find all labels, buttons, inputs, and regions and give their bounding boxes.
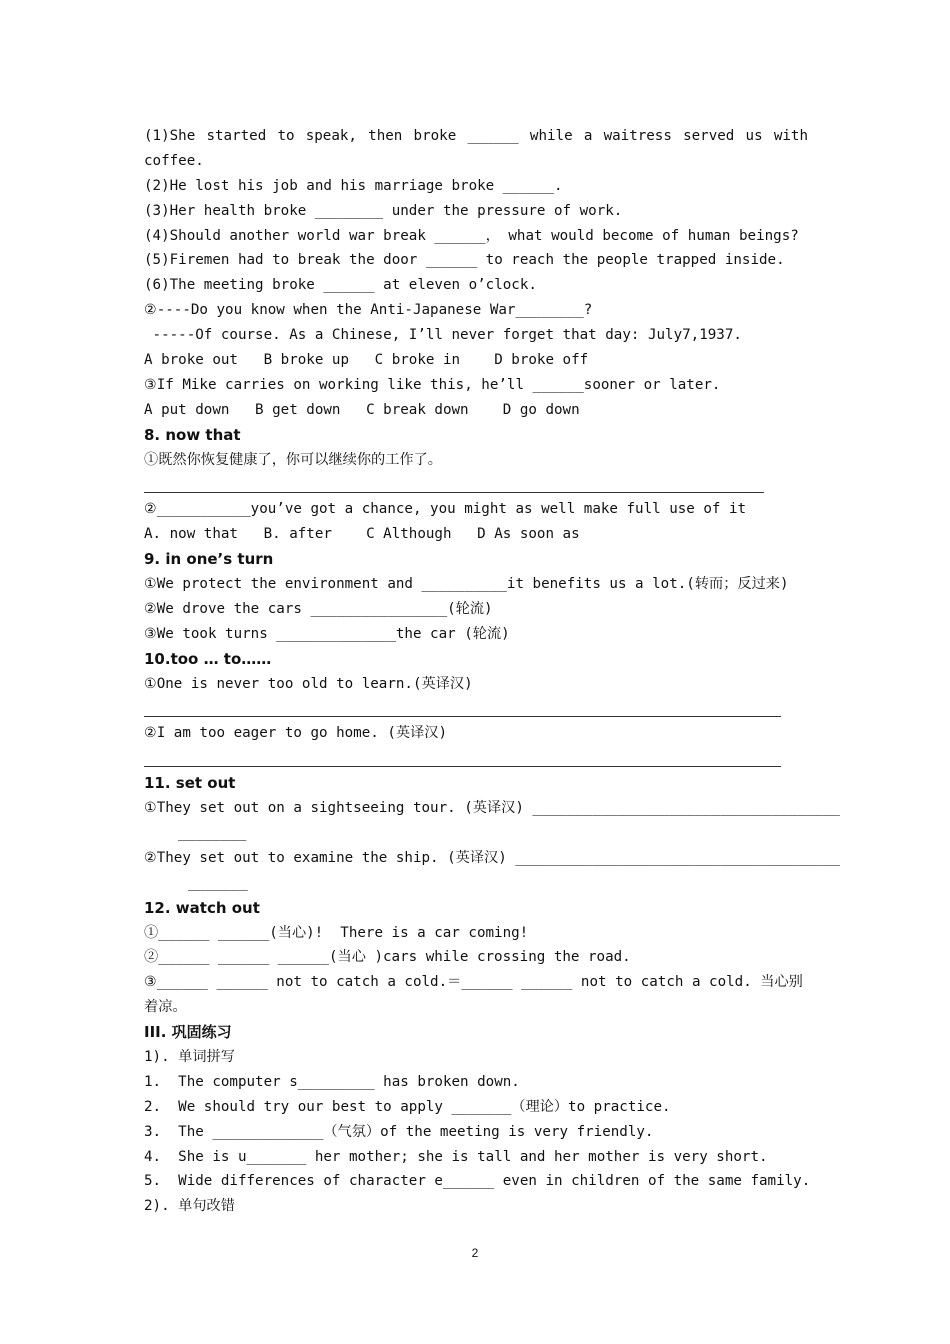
options-line: A put down B get down C break down D go down bbox=[144, 401, 580, 418]
text-line: (3)Her health broke ________ under the pressure of work. bbox=[144, 202, 623, 219]
text-line: ①既然你恢复健康了，你可以继续你的工作了。 bbox=[144, 451, 442, 468]
text-line: _______ bbox=[188, 874, 248, 891]
text-line: ①We protect the environment and __________it benefits us a lot.(转而；反过来) bbox=[144, 576, 789, 593]
section-heading-in-ones-turn: 9. in one’s turn bbox=[144, 550, 274, 569]
text-line: ③If Mike carries on working like this, he’ll ______sooner or later. bbox=[144, 376, 721, 393]
subsection-heading: 1). 单词拼写 bbox=[144, 1048, 235, 1065]
section-heading-set-out: 11. set out bbox=[144, 774, 236, 793]
answer-line[interactable] bbox=[144, 746, 808, 771]
text-line: ①They set out on a sightseeing tour. (英译汉) ____________________________________ bbox=[144, 800, 840, 817]
exercise-item: 4. She is u_______ her mother; she is tall and her mother is very short. bbox=[144, 1148, 768, 1165]
text-line: (5)Firemen had to break the door ______ to reach the people trapped inside. bbox=[144, 252, 785, 269]
section-heading-too-to: 10.too … to…… bbox=[144, 649, 272, 668]
section-heading-now-that: 8. now that bbox=[144, 425, 241, 444]
text-line: (6)The meeting broke ______ at eleven o’clock. bbox=[144, 277, 537, 294]
subsection-heading: 2). 单句改错 bbox=[144, 1198, 235, 1215]
options-line: A. now that B. after C Although D As soon as bbox=[144, 526, 580, 543]
answer-line[interactable] bbox=[144, 472, 808, 497]
text-line: (2)He lost his job and his marriage broke ______. bbox=[144, 177, 563, 194]
section-heading-consolidation: III. 巩固练习 bbox=[144, 1023, 232, 1042]
text-line: ②They set out to examine the ship. (英译汉) ______________________________________ bbox=[144, 849, 840, 866]
exercise-item: 1. The computer s_________ has broken down. bbox=[144, 1073, 520, 1090]
text-line: ①______ ______(当心)! There is a car coming! bbox=[144, 924, 529, 941]
text-line: ②I am too eager to go home. (英译汉) bbox=[144, 725, 447, 742]
text-line: ③______ ______ not to catch a cold.＝______ ______ not to catch a cold. 当心别着凉。 bbox=[144, 974, 803, 1016]
page-number: 2 bbox=[471, 1246, 479, 1260]
answer-line[interactable] bbox=[144, 696, 808, 721]
section-heading-watch-out: 12. watch out bbox=[144, 898, 260, 917]
text-line: -----Of course. As a Chinese, I’ll never forget that day: July7,1937. bbox=[144, 327, 742, 344]
text-line: ②______ ______ ______(当心 )cars while crossing the road. bbox=[144, 949, 631, 966]
exercise-item: 2. We should try our best to apply _______（理论）to practice. bbox=[144, 1098, 671, 1115]
text-line: ________ bbox=[178, 824, 247, 841]
text-line: coffee. bbox=[144, 152, 204, 169]
text-line: (4)Should another world war break ______， what would become of human beings? bbox=[144, 227, 799, 244]
text-line: ①One is never too old to learn.(英译汉) bbox=[144, 675, 473, 692]
text-line: ②----Do you know when the Anti-Japanese War________? bbox=[144, 302, 593, 319]
exercise-item: 3. The _____________（气氛）of the meeting is very friendly. bbox=[144, 1123, 654, 1140]
text-line: ②___________you’ve got a chance, you might as well make full use of it bbox=[144, 501, 747, 518]
exercise-item: 5. Wide differences of character e______ even in children of the same family. bbox=[144, 1173, 811, 1190]
document-body bbox=[144, 124, 840, 1219]
text-line: ②We drove the cars ________________(轮流) bbox=[144, 600, 493, 617]
text-line: (1)She started to speak, then broke ______ while a waitress served us with bbox=[144, 128, 808, 144]
text-line: ③We took turns ______________the car (轮流) bbox=[144, 625, 510, 642]
options-line: A broke out B broke up C broke in D broke off bbox=[144, 352, 589, 369]
